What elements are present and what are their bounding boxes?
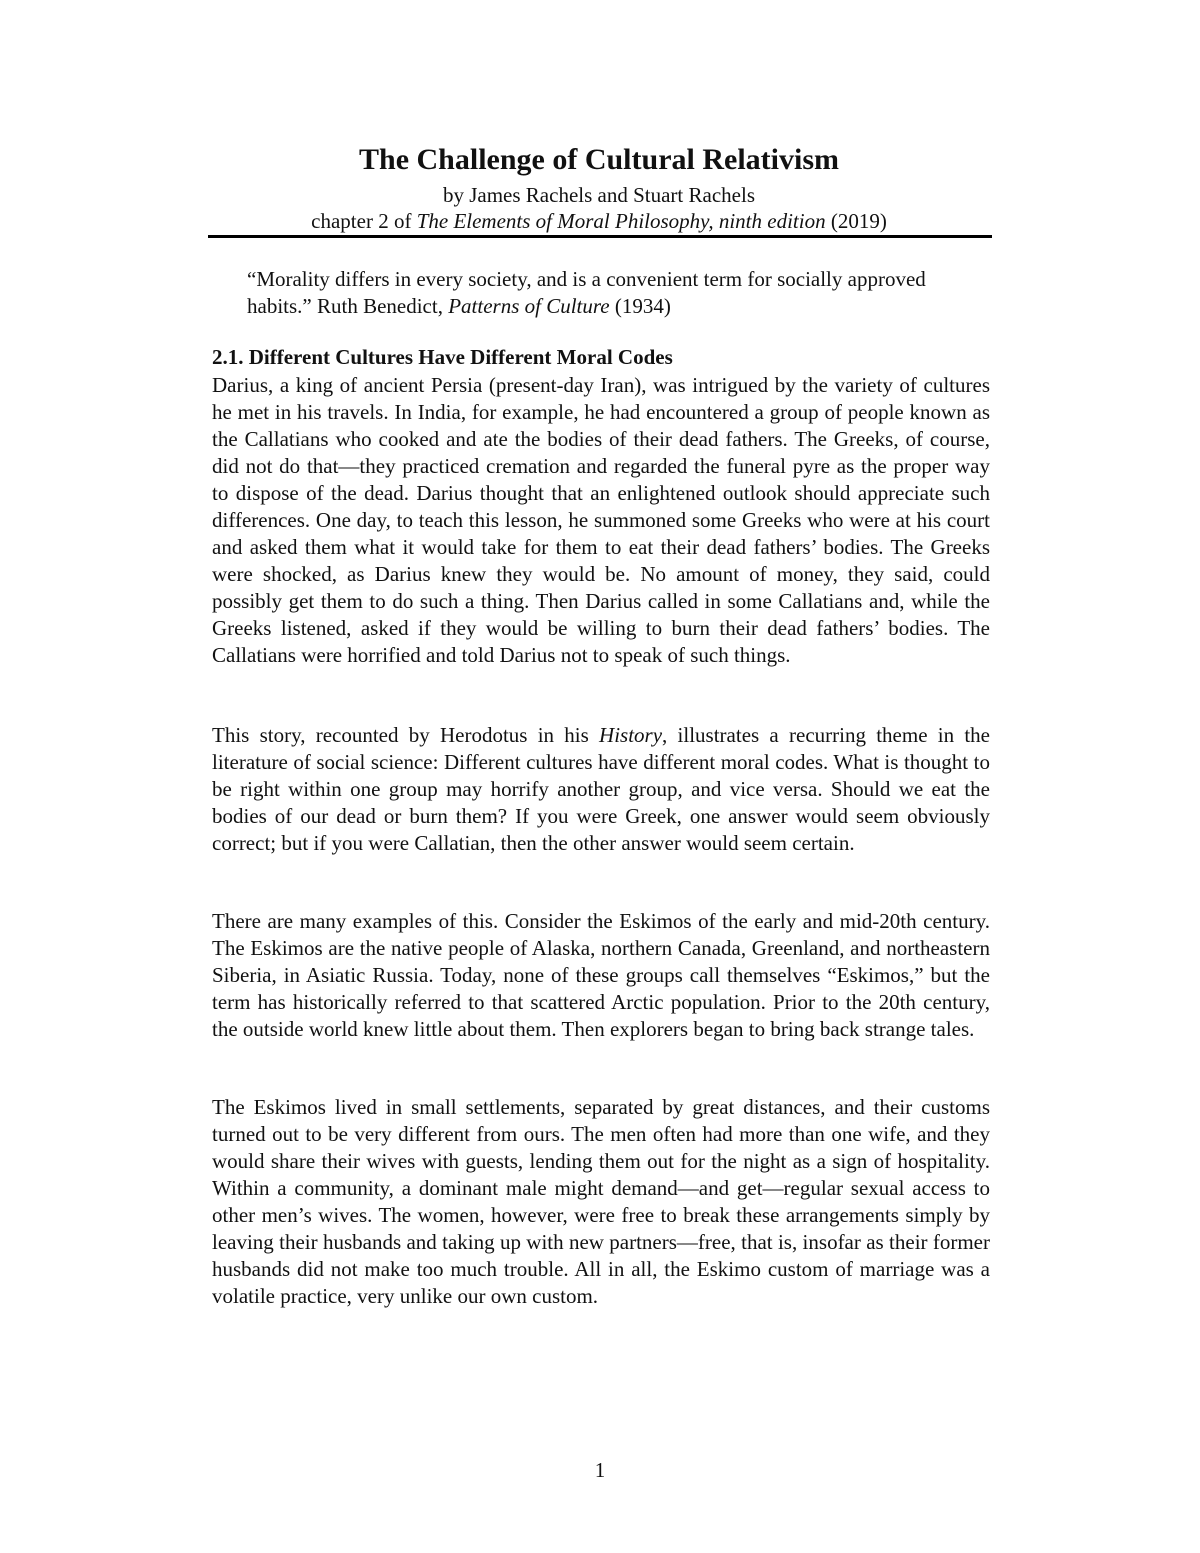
history-title: History bbox=[599, 723, 663, 747]
section-heading: 2.1. Different Cultures Have Different Moral Codes bbox=[212, 345, 673, 369]
paragraph-3: There are many examples of this. Consider the Eskimos of the early and mid-20th century. The Eskimos are the native people of Alaska, northern Canada, Greenland, and northeastern Siberia, in Asiatic Russia. Today, none of these groups call themselves “Eskimos,” but the term has historically referred to that scattered Arctic population. Prior to the 20th century, the outside world knew little about them. Then explorers began to bring back strange tales. bbox=[212, 909, 990, 1041]
source-line bbox=[208, 208, 990, 234]
source-prefix: chapter 2 of bbox=[311, 209, 417, 233]
epigraph bbox=[247, 266, 967, 320]
epigraph-work: Patterns of Culture bbox=[448, 294, 610, 318]
authors-line: by James Rachels and Stuart Rachels bbox=[442, 183, 755, 207]
paragraph-1: Darius, a king of ancient Persia (present-day Iran), was intrigued by the variety of cultures he met in his travels. In India, for example, he had encountered a group of people known as the Callatians who cooked and ate the bodies of their dead fathers. The Greeks, of course, did not do that—they practiced cremation and regarded the funeral pyre as the proper way to dispose of the dead. Darius thought that an enlightened outlook should appreciate such differences. One day, to teach this lesson, he summoned some Greeks who were at his court and asked them what it would take for them to eat their dead fathers’ bodies. The Greeks were shocked, as Darius knew they would be. No amount of money, they said, could possibly get them to do such a thing. Then Darius called in some Callatians and, while the Greeks listened, asked if they would be willing to burn their dead fathers’ bodies. The Callatians were horrified and told Darius not to speak of such things. bbox=[212, 373, 990, 667]
epigraph-year: (1934) bbox=[609, 294, 671, 318]
paragraph-2 bbox=[212, 722, 990, 857]
paragraph-2-start: This story, recounted by Herodotus in his bbox=[212, 723, 600, 747]
page-number: 1 bbox=[594, 1458, 606, 1482]
book-title: The Elements of Moral Philosophy, ninth edition bbox=[416, 209, 826, 233]
source-suffix: (2019) bbox=[825, 209, 887, 233]
document-title: The Challenge of Cultural Relativism bbox=[359, 143, 839, 176]
title-divider bbox=[208, 235, 992, 238]
paragraph-4: The Eskimos lived in small settlements, separated by great distances, and their customs turned out to be very different from ours. The men often had more than one wife, and they would share their wives with guests, lending them out for the night as a sign of hospitality. Within a community, a dominant male might demand—and get—regular sexual access to other men’s wives. The women, however, were free to break these arrangements simply by leaving their husbands and taking up with new partners—free, that is, insofar as their former husbands did not make too much trouble. All in all, the Eskimo custom of marriage was a volatile practice, very unlike our own custom. bbox=[212, 1095, 990, 1308]
epigraph-quote: “Morality differs in every society, and is a convenient term for socially approved habits.” Ruth Benedict, bbox=[247, 267, 926, 318]
paragraph-2-end: , illustrates a recurring theme in the literature of social science: Different cultures have different moral codes. What is thought to be right within one group may horrify another group, and vice versa. Should we eat the bodies of our dead or burn them? If you were Greek, one answer would seem obviously correct; but if you were Callatian, then the other answer would seem certain. bbox=[212, 723, 990, 855]
